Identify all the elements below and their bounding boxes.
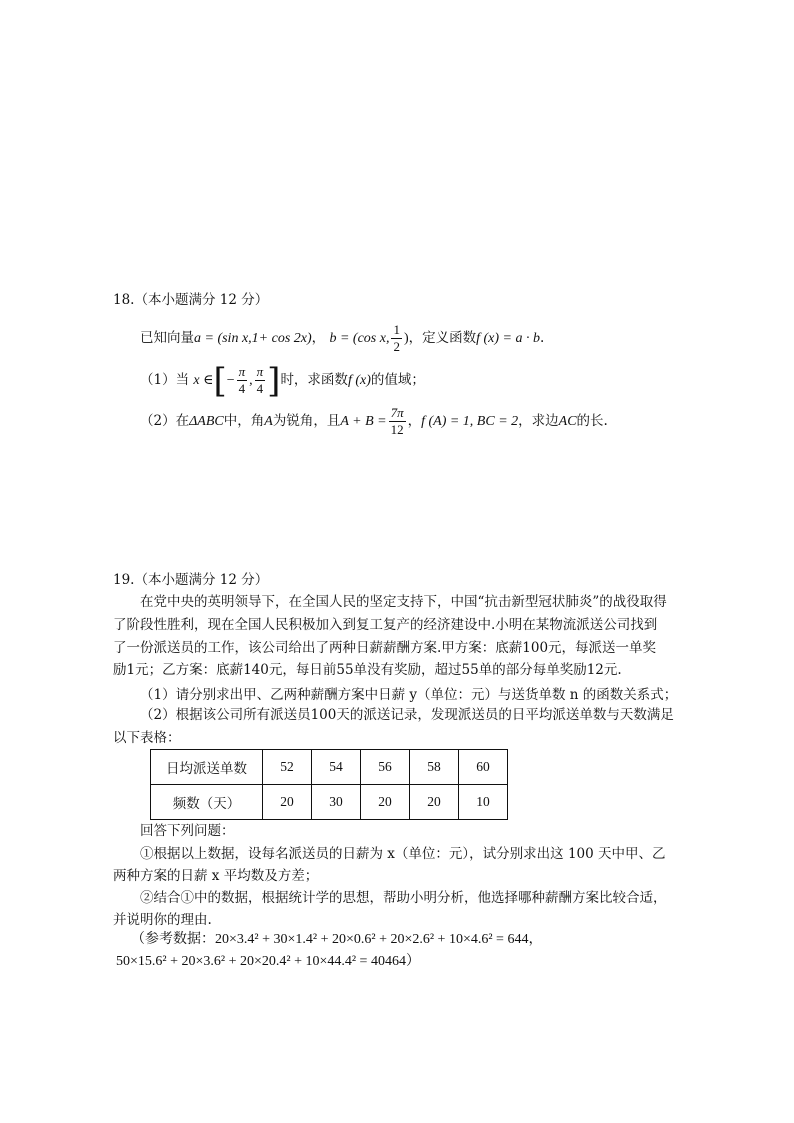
table-cell: 20: [263, 785, 312, 820]
triangle-abc: ΔABC: [189, 414, 224, 429]
q19-part2-line-1: （2）根据该公司所有派送员100天的派送记录，发现派送员的日平均派送单数与天数满足: [140, 707, 674, 723]
q18-part1-end: 的值域；: [370, 372, 425, 388]
q19-part1: （1）请分别求出甲、乙两种薪酬方案中日薪 y（单位：元）与送货单数 n 的函数关系式；: [140, 687, 678, 703]
table-cell: 52: [263, 750, 312, 785]
q18-period: .: [540, 330, 545, 346]
function-f-def: f (x) = a · b: [476, 331, 540, 346]
frac-7pi-12: [389, 405, 406, 438]
q19-para-line-3: 了一份派送员的工作，该公司给出了两种日薪薪酬方案.甲方案：底薪100元，每派送一单奖: [113, 640, 657, 656]
q19-reference-line-1: （参考数据：20×3.4² + 30×1.4² + 20×0.6² + 20×2.6² + 10×4.6² = 644，: [131, 932, 543, 947]
q19-para-line-2: 了阶段性胜利，现在全国人民积极加入到复工复产的经济建设中.小明在某物流派送公司找到: [113, 617, 658, 633]
right-bracket: ]: [267, 360, 281, 401]
q19-header: 19.（本小题满分 12 分）: [113, 572, 269, 588]
side-ac: AC: [558, 414, 577, 429]
frac-den: 2: [393, 339, 400, 354]
table-cell: 30: [312, 785, 361, 820]
frac-den: 4: [238, 381, 246, 396]
q18-part1-lead: （1）当: [140, 372, 190, 388]
frac-den: 12: [390, 422, 404, 437]
q18-define-text: ，定义函数: [408, 330, 477, 346]
q18-part2-lead: （2）在: [140, 413, 190, 429]
table-cell: 54: [312, 750, 361, 785]
x-in: x ∈: [193, 373, 214, 388]
q18-given-text: 已知向量: [140, 330, 194, 346]
table-cell: 20: [410, 785, 459, 820]
q19-sub2-line-2: 并说明你的理由.: [113, 912, 212, 928]
q18-part2-t2: 为锐角，且: [272, 413, 341, 429]
q19-sub2-line-1: ②结合①中的数据，根据统计学的思想，帮助小明分析，他选择哪种薪酬方案比较合适，: [140, 890, 667, 906]
q18-part1-mid: 时，求函数: [280, 372, 348, 388]
frequency-table: [150, 749, 508, 820]
q18-part2-t4: ，求边: [518, 413, 559, 429]
q19-para-line-4: 励1元；乙方案：底薪140元，每日前55单没有奖励，超过55单的部分每单奖励12元.: [113, 662, 622, 678]
vector-b-pre: b = (cos x,: [329, 331, 390, 346]
q18-part2-t3: ，: [407, 413, 422, 429]
angle-a: A: [264, 414, 273, 429]
table-cell: 60: [459, 750, 508, 785]
minus-sign: −: [226, 373, 235, 388]
frac-num: 1: [393, 322, 400, 337]
frac-num: 7π: [390, 405, 404, 420]
a-plus-b: A + B =: [340, 414, 387, 429]
q19-reference-line-2: 50×15.6² + 20×3.6² + 20×20.4² + 10×44.4² = 40464）: [116, 954, 420, 969]
table-cell: 10: [459, 785, 508, 820]
q18-sep: ，: [311, 330, 326, 346]
vector-b-post: ): [403, 331, 409, 346]
frac-one-half: [391, 322, 402, 355]
q18-part1: [140, 362, 425, 399]
table-header-cell: 频数（天）: [151, 785, 263, 820]
q18-part2: [140, 403, 608, 440]
frac-pi-4-a: [237, 364, 248, 397]
q19-para-line-1: 在党中央的英明领导下，在全国人民的坚定支持下，中国“抗击新型冠状肺炎”的战役取得: [140, 594, 667, 610]
function-fx: f (x): [347, 373, 371, 388]
frac-num: π: [238, 364, 246, 379]
vector-a: a = (sin x,1+ cos 2x): [194, 331, 312, 346]
q18-part2-t1: 中，角: [223, 413, 265, 429]
table-header-cell: 日均派送单数: [151, 750, 263, 785]
q19-sub1-line-2: 两种方案的日薪 x 平均数及方差；: [113, 868, 319, 884]
table-row: [151, 785, 508, 820]
frac-num: π: [256, 364, 264, 379]
table-cell: 56: [361, 750, 410, 785]
table-cell: 20: [361, 785, 410, 820]
comma: ,: [249, 373, 253, 388]
frac-den: 4: [256, 381, 264, 396]
frac-pi-4-b: [255, 364, 266, 397]
q18-part2-t5: 的长.: [576, 413, 608, 429]
q18-header: 18.（本小题满分 12 分）: [113, 292, 269, 308]
table-cell: 58: [410, 750, 459, 785]
q19-answer-prompt: 回答下列问题：: [140, 823, 235, 839]
q18-given: [140, 322, 544, 355]
table-row: [151, 750, 508, 785]
condition-fa-bc: f (A) = 1, BC = 2: [421, 414, 519, 429]
q19-part2-line-2: 以下表格：: [113, 730, 181, 746]
q19-sub1-line-1: ①根据以上数据，设每名派送员的日薪为 x（单位：元），试分别求出这 100 天中甲、乙: [140, 846, 666, 862]
left-bracket: [: [213, 360, 227, 401]
